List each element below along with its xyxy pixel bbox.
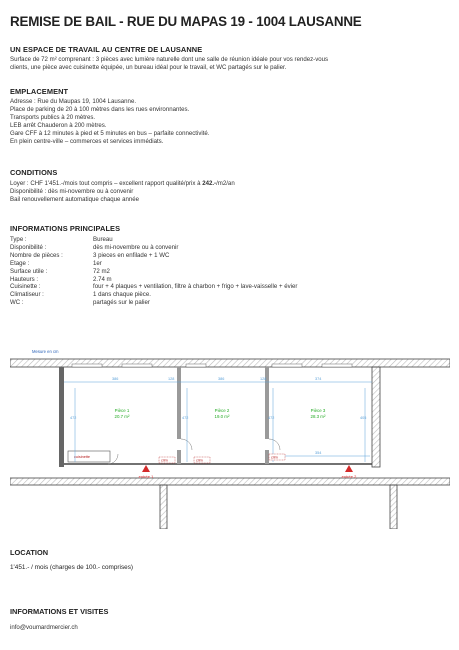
height-label: 405 xyxy=(360,416,367,420)
inner-wall-1b xyxy=(177,450,181,464)
measure-label: Mesure en cm xyxy=(32,349,59,354)
dim-label: 374 xyxy=(315,377,322,381)
info-row: Type : Bureau xyxy=(10,236,113,243)
lower-left-wall xyxy=(160,485,167,529)
info-row: Hauteurs : 2.74 m xyxy=(10,275,112,283)
height-label: 472 xyxy=(182,416,189,420)
inner-wall-1 xyxy=(177,367,181,439)
location-heading-bottom: LOCATION xyxy=(10,548,49,557)
dim-label: 354 xyxy=(315,451,322,455)
contact-email[interactable]: info@voumardmercier.ch xyxy=(10,624,78,631)
location-line: Transports publics à 20 mètres. xyxy=(10,113,96,121)
lower-right-wall xyxy=(390,485,397,529)
location-line: Gare CFF à 12 minutes à pied et 5 minutes en bus – parfaite connectivité. xyxy=(10,129,210,137)
room-area: 20.7 m² xyxy=(114,414,130,419)
location-line: En plein centre-ville – commerces et services immédiats. xyxy=(10,137,164,145)
room-name: Pièce 1 xyxy=(114,408,130,413)
intro-line: clients, une pièce avec cuisinette équipée, un bureau idéal pour le travail, et WC partagés sur le palier. xyxy=(10,63,287,71)
entrance-1-marker xyxy=(142,465,150,472)
location-heading: EMPLACEMENT xyxy=(10,87,69,96)
availability-line: Disponibilité : dès mi-novembre ou à convenir xyxy=(10,187,134,195)
dim-label: 128 xyxy=(168,377,175,381)
left-wall xyxy=(59,367,64,467)
info-row: Cuisinette : four + 4 plaques + ventilation, filtre à charbon + frigo + lave-vaisselle + évier xyxy=(10,283,298,291)
dim-label: 128 xyxy=(260,377,267,381)
info-row: Climatiseur : 1 dans chaque pièce. xyxy=(10,291,151,299)
window xyxy=(72,364,102,367)
dim-label: 386 xyxy=(218,377,225,381)
main-info-table xyxy=(10,236,297,307)
info-row: Disponibilité : dès mi-novembre ou à convenir xyxy=(10,243,179,251)
window xyxy=(322,364,352,367)
entrance-1-label: entrée 1 xyxy=(138,474,154,479)
height-label: 472 xyxy=(70,416,77,420)
info-row: Etage : 1er xyxy=(10,259,102,267)
window xyxy=(122,364,152,367)
location-text xyxy=(10,98,210,145)
room-name: Pièce 3 xyxy=(310,408,326,413)
info-row: WC : partagés sur le palier xyxy=(10,299,150,307)
info-row: Nombre de pièces : 3 pieces en enfilade + 1 WC xyxy=(10,251,170,259)
location-line: Adresse : Rue du Maupas 19, 1004 Lausanne. xyxy=(10,98,137,105)
intro-heading: UN ESPACE DE TRAVAIL AU CENTRE DE LAUSANNE xyxy=(10,45,203,54)
window xyxy=(186,364,206,367)
door-arc xyxy=(181,439,192,450)
clim-label: clim xyxy=(161,458,168,463)
floor-plan xyxy=(10,344,450,529)
lease-line: Bail renouvellement automatique chaque année xyxy=(10,195,140,203)
location-line: LEB arrêt Chauderon à 200 mètres. xyxy=(10,121,107,129)
entrance-2-label: entrée 2 xyxy=(341,474,357,479)
intro-line: Surface de 72 m² comprenant : 3 pièces avec lumière naturelle dont une salle de réunion idéale pour vos rendez-vous xyxy=(10,56,329,63)
rent-line xyxy=(10,180,235,188)
door-arc xyxy=(269,439,280,450)
window xyxy=(272,364,302,367)
page-title: REMISE DE BAIL - RUE DU MAPAS 19 - 1004 LAUSANNE xyxy=(10,14,362,29)
room-area: 19.0 m² xyxy=(214,414,230,419)
corridor-wall xyxy=(10,478,450,485)
price-text: 1'451.- / mois (charges de 100.- comprises) xyxy=(10,564,134,571)
clim-label: clim xyxy=(196,458,203,463)
conditions-text xyxy=(10,180,235,204)
room-area: 28.3 m² xyxy=(310,414,326,419)
location-line: Place de parking de 20 à 100 mètres dans les rues environnantes. xyxy=(10,105,190,113)
conditions-heading: CONDITIONS xyxy=(10,168,58,177)
cuisinette-label: cuisinette xyxy=(74,455,91,459)
entrance-2-marker xyxy=(345,465,353,472)
rent-prefix: Loyer : CHF 1'451.-/mois tout compris – excellent rapport qualité/prix à xyxy=(10,180,203,187)
rent-suffix: /m2/an xyxy=(216,180,235,187)
dim-label: 386 xyxy=(112,377,119,381)
rent-per-m2: 242.- xyxy=(202,180,217,187)
right-wall xyxy=(372,367,380,467)
clim-label: clim xyxy=(271,455,278,460)
info-row: Surface utile : 72 m2 xyxy=(10,267,110,275)
inner-wall-2b xyxy=(265,450,269,464)
height-label: 472 xyxy=(268,416,275,420)
main-info-heading: INFORMATIONS PRINCIPALES xyxy=(10,224,121,233)
intro-text xyxy=(10,56,328,72)
contact-heading: INFORMATIONS ET VISITES xyxy=(10,607,109,616)
room-name: Pièce 2 xyxy=(214,408,230,413)
